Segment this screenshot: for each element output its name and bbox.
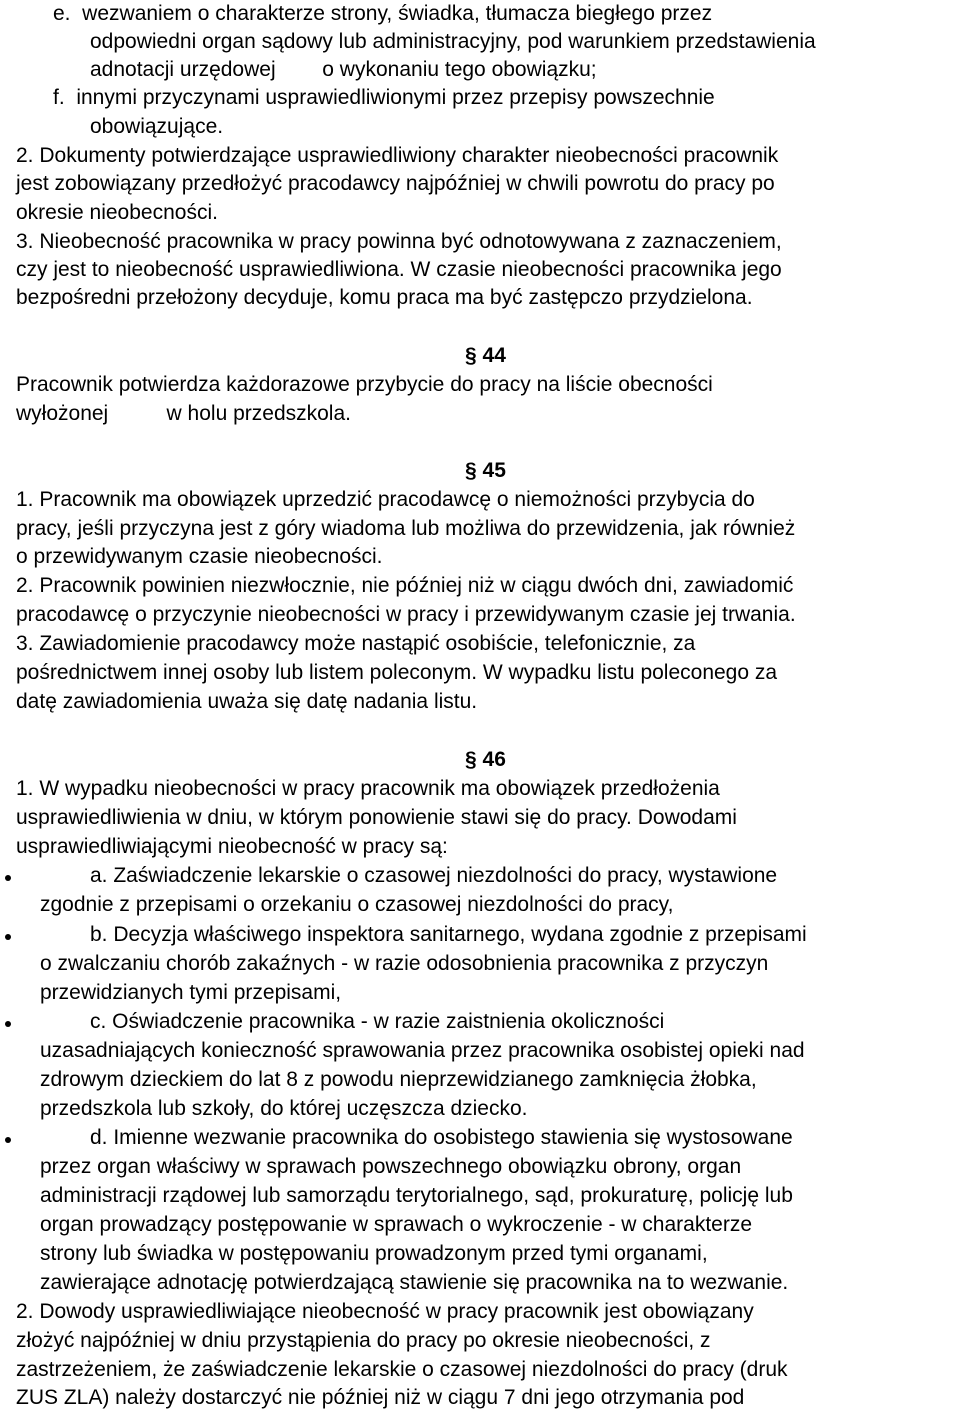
- text-line: wyłożonej w holu przedszkola.: [16, 402, 351, 425]
- text-line: pośrednictwem innej osoby lub listem poleconym. W wypadku listu poleconego za: [16, 661, 778, 684]
- list-item-line: d. Imienne wezwanie pracownika do osobistego stawienia się wystosowane: [90, 1126, 793, 1149]
- list-item-line: zgodnie z przepisami o orzekaniu o czasowej niezdolności do pracy,: [40, 893, 674, 916]
- text-line: 3. Zawiadomienie pracodawcy może nastąpić osobiście, telefonicznie, za: [16, 632, 696, 655]
- section-heading: § 44: [465, 344, 506, 367]
- text-line: e. wezwaniem o charakterze strony, świadka, tłumacza biegłego przez: [53, 2, 713, 25]
- text-line: bezpośredni przełożony decyduje, komu praca ma być zastępczo przydzielona.: [16, 286, 753, 309]
- text-line: pracodawcę o przyczynie nieobecności w pracy i przewidywanym czasie jej trwania.: [16, 603, 796, 626]
- text-line: 2. Dokumenty potwierdzające usprawiedliwiony charakter nieobecności pracownik: [16, 144, 779, 167]
- text-line: jest zobowiązany przedłożyć pracodawcy najpóźniej w chwili powrotu do pracy po: [16, 172, 775, 195]
- text-line: czy jest to nieobecność usprawiedliwiona. W czasie nieobecności pracownika jego: [16, 258, 782, 281]
- text-line: 1. W wypadku nieobecności w pracy pracownik ma obowiązek przedłożenia: [16, 777, 720, 800]
- list-item-line: c. Oświadczenie pracownika - w razie zaistnienia okoliczności: [90, 1010, 665, 1033]
- text-line: złożyć najpóźniej w dniu przystąpienia do pracy po okresie nieobecności, z: [16, 1329, 711, 1352]
- list-item-line: przez organ właściwy w sprawach powszechnego obowiązku obrony, organ: [40, 1155, 742, 1178]
- text-line: 3. Nieobecność pracownika w pracy powinna być odnotowywana z zaznaczeniem,: [16, 230, 782, 253]
- bullet-icon: [5, 1137, 11, 1143]
- text-line: adnotacji urzędowej o wykonaniu tego obowiązku;: [90, 58, 597, 81]
- bullet-icon: [5, 934, 11, 940]
- text-line: datę zawiadomienia uważa się datę nadania listu.: [16, 690, 478, 713]
- list-item-line: uzasadniających konieczność sprawowania przez pracownika osobistej opieki nad: [40, 1039, 805, 1062]
- text-line: 1. Pracownik ma obowiązek uprzedzić pracodawcę o niemożności przybycia do: [16, 488, 755, 511]
- text-line: pracy, jeśli przyczyna jest z góry wiadoma lub możliwa do przewidzenia, jak również: [16, 517, 796, 540]
- list-item-line: organ prowadzący postępowanie w sprawach o wykroczenie - w charakterze: [40, 1213, 753, 1236]
- text-line: f. innymi przyczynami usprawiedliwionymi przez przepisy powszechnie: [53, 86, 715, 109]
- section-heading: § 46: [465, 748, 506, 771]
- text-line: obowiązujące.: [90, 115, 224, 138]
- list-item-line: przewidzianych tymi przepisami,: [40, 981, 342, 1004]
- text-line: Pracownik potwierdza każdorazowe przybycie do pracy na liście obecności: [16, 373, 713, 396]
- text-line: 2. Dowody usprawiedliwiające nieobecność w pracy pracownik jest obowiązany: [16, 1300, 754, 1323]
- text-line: odpowiedni organ sądowy lub administracyjny, pod warunkiem przedstawienia: [90, 30, 816, 53]
- list-item-line: o zwalczaniu chorób zakaźnych - w razie odosobnienia pracownika z przyczyn: [40, 952, 769, 975]
- text-line: okresie nieobecności.: [16, 201, 218, 224]
- text-line: usprawiedliwienia w dniu, w którym ponowienie stawi się do pracy. Dowodami: [16, 806, 737, 829]
- list-item-line: administracji rządowej lub samorządu terytorialnego, sąd, prokuraturę, policję lub: [40, 1184, 793, 1207]
- list-item-line: przedszkola lub szkoły, do której uczęszcza dziecko.: [40, 1097, 528, 1120]
- list-item-line: a. Zaświadczenie lekarskie o czasowej niezdolności do pracy, wystawione: [90, 864, 778, 887]
- text-line: usprawiedliwiającymi nieobecność w pracy są:: [16, 835, 448, 858]
- list-item-line: b. Decyzja właściwego inspektora sanitarnego, wydana zgodnie z przepisami: [90, 923, 807, 946]
- list-item-line: zdrowym dzieckiem do lat 8 z powodu nieprzewidzianego zamknięcia żłobka,: [40, 1068, 757, 1091]
- text-line: o przewidywanym czasie nieobecności.: [16, 545, 383, 568]
- list-item-line: strony lub świadka w postępowaniu prowadzonym przed tymi organami,: [40, 1242, 708, 1265]
- list-item-line: zawierające adnotację potwierdzającą stawienie się pracownika na to wezwanie.: [40, 1271, 789, 1294]
- text-line: ZUS ZLA) należy dostarczyć nie później niż w ciągu 7 dni jego otrzymania pod: [16, 1386, 745, 1409]
- bullet-icon: [5, 875, 11, 881]
- text-line: zastrzeżeniem, że zaświadczenie lekarskie o czasowej niezdolności do pracy (druk: [16, 1358, 788, 1381]
- text-line: 2. Pracownik powinien niezwłocznie, nie później niż w ciągu dwóch dni, zawiadomić: [16, 574, 794, 597]
- section-heading: § 45: [465, 459, 506, 482]
- bullet-icon: [5, 1021, 11, 1027]
